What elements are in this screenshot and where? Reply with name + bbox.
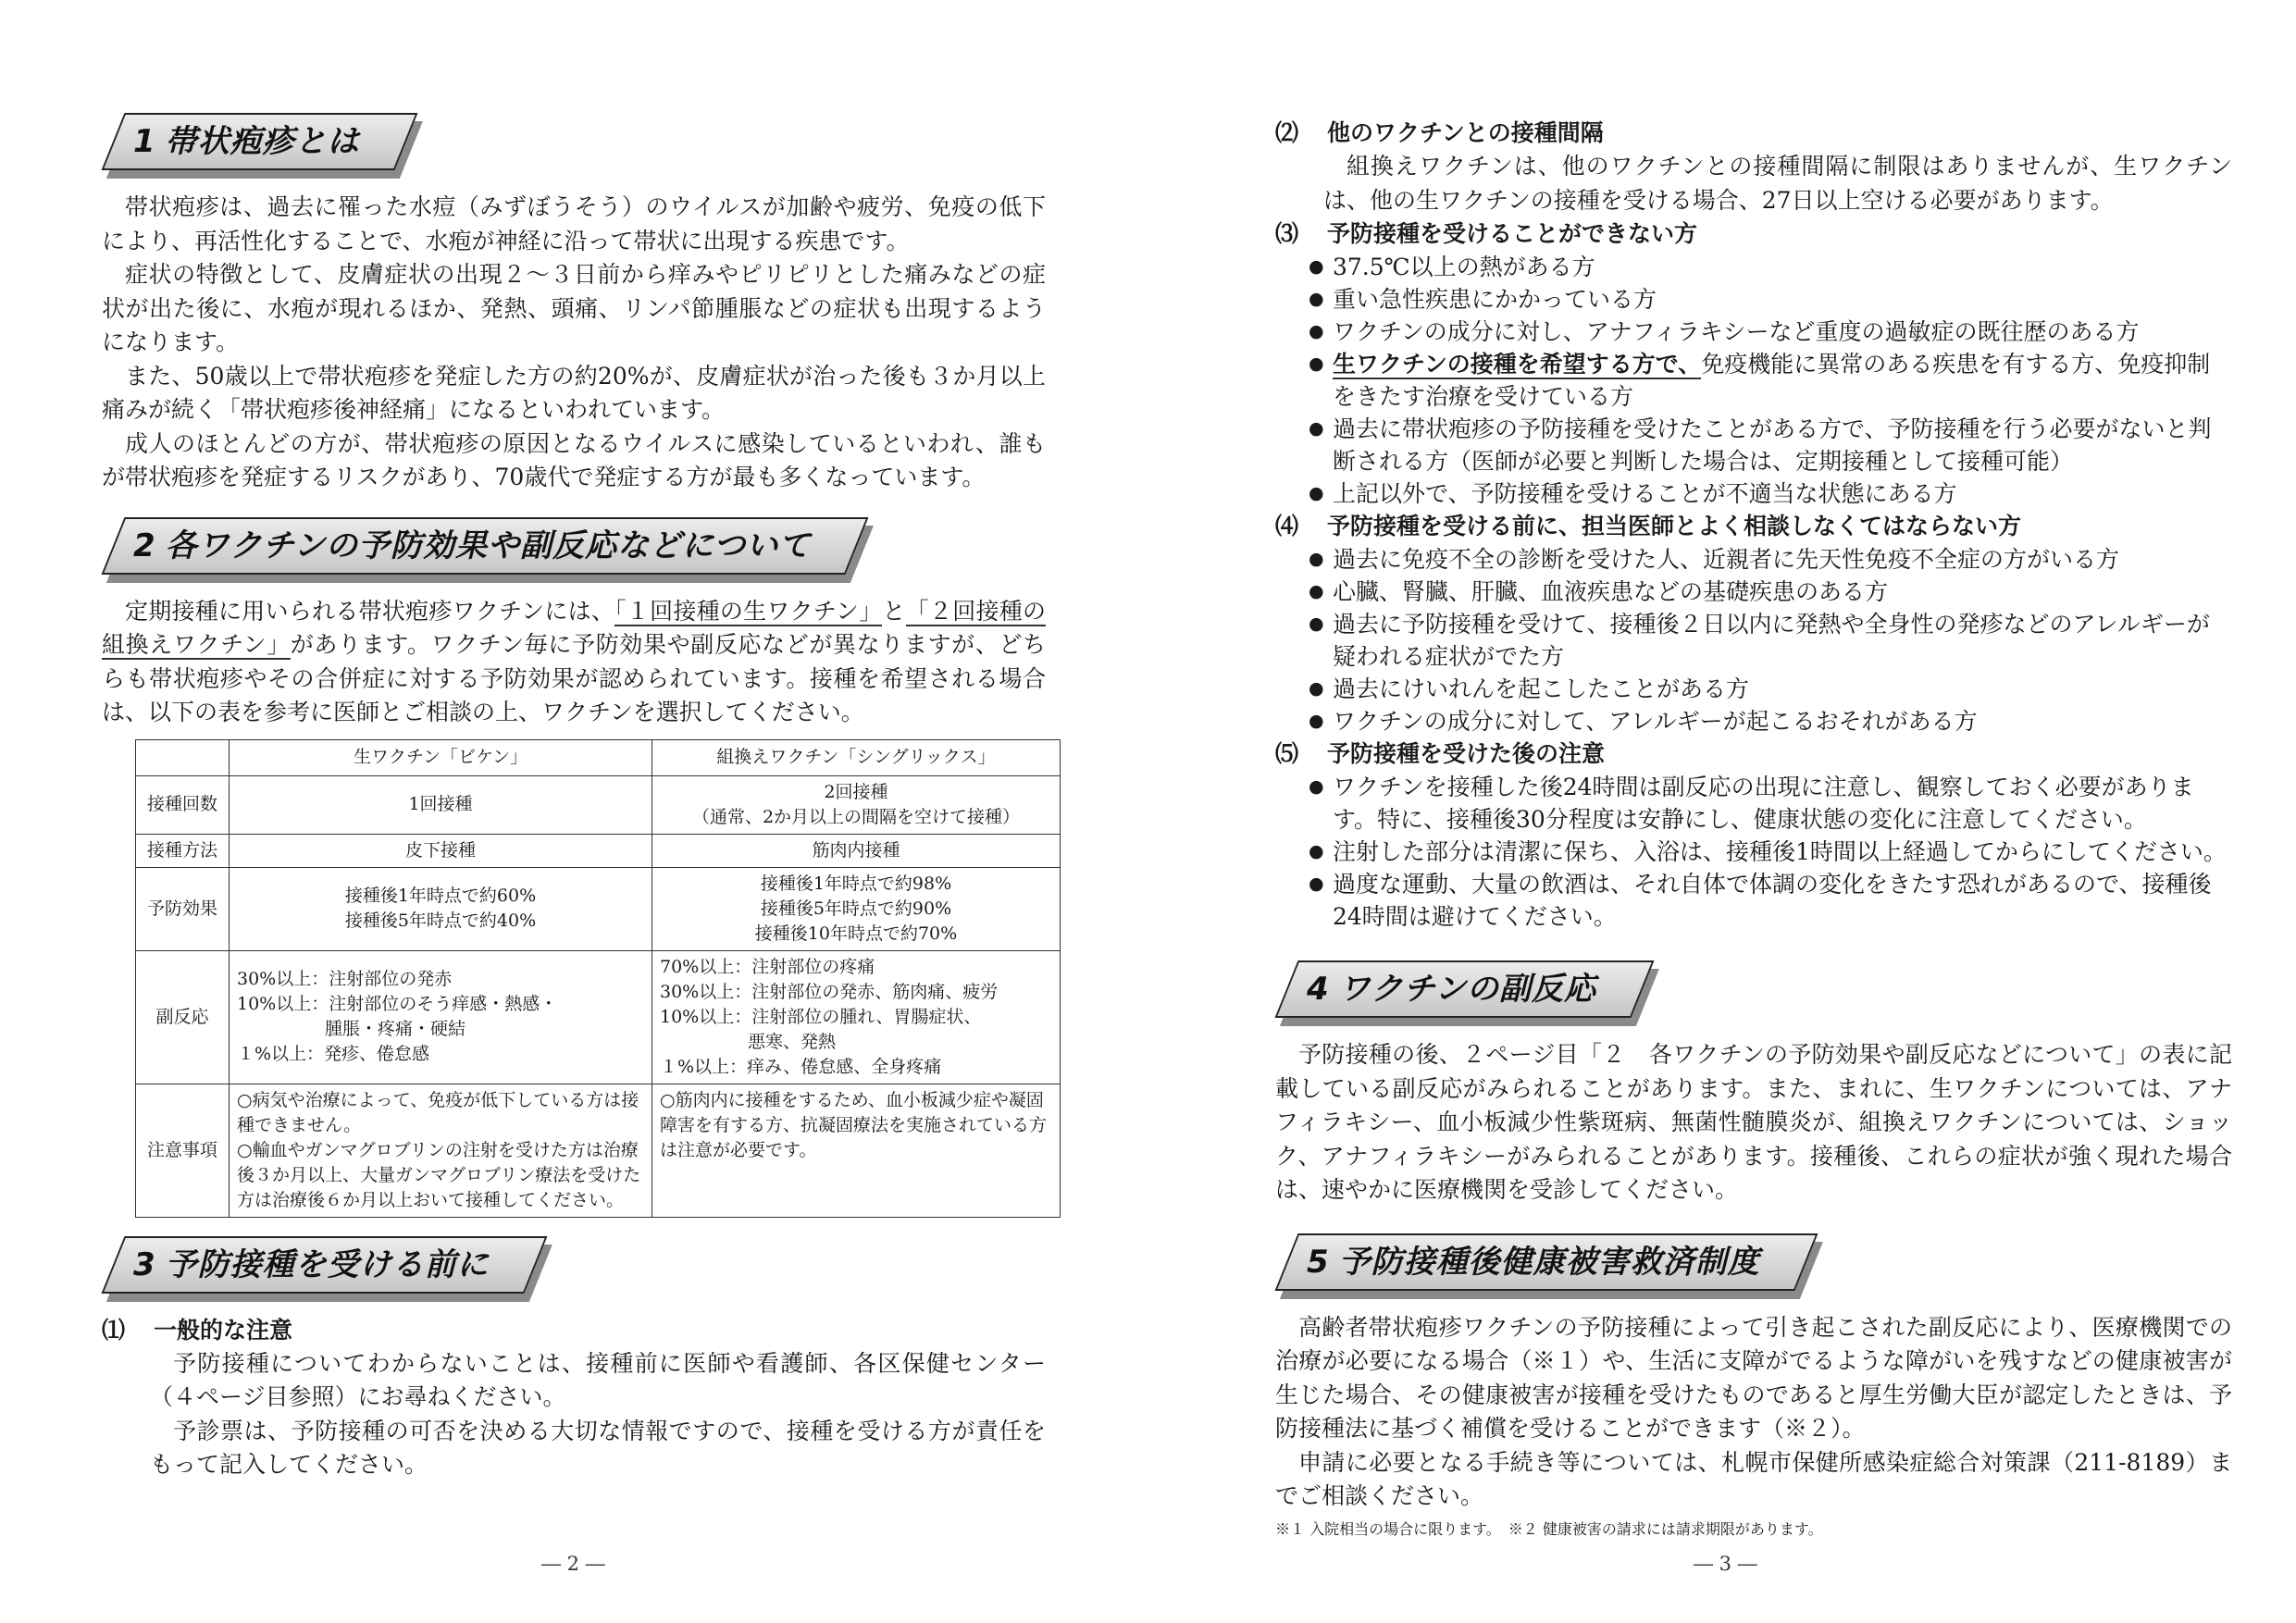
- paragraph: 成人のほとんどの方が、帯状疱疹の原因となるウイルスに感染しているといわれ、誰もが帯状疱疹を発症するリスクがあり、70歳代で発症する方が最も多くなっています。: [102, 429, 1046, 490]
- subsection-heading: [1275, 217, 2232, 251]
- section-3-header: [102, 1236, 1046, 1294]
- table-row: [136, 775, 1061, 834]
- subsection-title: 他のワクチンとの接種間隔: [1327, 119, 1604, 146]
- page-3: [1148, 0, 2296, 1623]
- list-item: ● 過去に帯状疱疹の予防接種を受けたことがある方で、予防接種を行う必要がないと判断される方（医師が必要と判断した場合は、定期接種として接種可能）: [1309, 413, 2232, 477]
- list-item: ● 過度な運動、大量の飲酒は、それ自体で体調の変化をきたす恐れがあるので、接種後24時間は避けてください。: [1309, 868, 2232, 933]
- section-number: 4: [1307, 971, 1330, 1008]
- text: 免疫機能に異常のある疾患を有する方、免疫抑制をきたす治療を受けている方: [1333, 351, 2211, 410]
- paragraph: [102, 595, 1046, 730]
- section-number: 3: [133, 1245, 156, 1283]
- table-cell: 皮下接種: [230, 834, 652, 867]
- section-number: 5: [1307, 1243, 1330, 1281]
- subsection-title: 予防接種を受けた後の注意: [1327, 740, 1606, 767]
- section-title: 各ワクチンの予防効果や副反応などについて: [165, 527, 812, 564]
- subsection-number: ⑶: [1275, 220, 1299, 247]
- table-cell: 2回接種 （通常、2か月以上の間隔を空けて接種）: [652, 775, 1061, 834]
- row-label: 予防効果: [136, 867, 230, 950]
- section-number: 2: [133, 527, 156, 564]
- subsection-title: 予防接種を受けることができない方: [1327, 220, 1698, 247]
- bullet-list: [1275, 771, 2232, 933]
- table-row: [136, 867, 1061, 950]
- table-row: [136, 1084, 1061, 1217]
- list-item: ● ワクチンの成分に対し、アナフィラキシーなど重度の過敏症の既往歴のある方: [1309, 316, 2232, 348]
- list-item: ● 注射した部分は清潔に保ち、入浴は、接種後1時間以上経過してからにしてください。: [1309, 836, 2232, 868]
- section-1-header: [102, 113, 1046, 170]
- text: と: [882, 597, 906, 625]
- subsection-number: ⑴: [102, 1316, 126, 1344]
- footnote: ※１ 入院相当の場合に限ります。 ※２ 健康被害の請求には請求期限があります。: [1275, 1519, 1823, 1538]
- subsection-number: ⑵: [1275, 119, 1299, 146]
- section-number: 1: [133, 123, 156, 160]
- subsection-heading: [1275, 737, 2232, 771]
- paragraph: 申請に必要となる手続き等については、札幌市保健所感染症総合対策課（211-8189）までご相談ください。: [1275, 1448, 2232, 1509]
- paragraph: 組換えワクチンは、他のワクチンとの接種間隔に制限はありませんが、生ワクチンは、他の生ワクチンの接種を受ける場合、27日以上空ける必要があります。: [1323, 153, 2232, 214]
- list-item: ● 過去にけいれんを起こしたことがある方: [1309, 673, 2232, 705]
- row-label: 接種方法: [136, 834, 230, 867]
- subsection-heading: [1275, 117, 2232, 150]
- section-title: 予防接種を受ける前に: [165, 1245, 490, 1283]
- subsection-title: 予防接種を受ける前に、担当医師とよく相談しなくてはならない方: [1327, 513, 2022, 539]
- subsection-number: ⑸: [1275, 740, 1299, 767]
- underlined-text: 「１回接種の生ワクチン」: [614, 597, 883, 625]
- paragraph: 予防接種の後、２ページ目「２ 各ワクチンの予防効果や副反応などについて」の表に記載している副反応がみられることがあります。また、まれに、生ワクチンについては、アナフィラキシー、血小板減少性紫斑病、無菌性髄膜炎が、組換えワクチンについては、ショック、アナフィラキシーがみられることがあります。接種後、これらの症状が強く現れた場合は、速やかに医療機関を受診してください。: [1275, 1041, 2232, 1203]
- paragraph: また、50歳以上で帯状疱疹を発症した方の約20%が、皮膚症状が治った後も３か月以上痛みが続く「帯状疱疹後神経痛」になるといわれています。: [102, 362, 1046, 423]
- table-cell: 筋肉内接種: [652, 834, 1061, 867]
- section-title: ワクチンの副反応: [1338, 971, 1596, 1008]
- list-item: ● ワクチンを接種した後24時間は副反応の出現に注意し、観察しておく必要があります。特に、接種後30分程度は安静にし、健康状態の変化に注意してください。: [1309, 771, 2232, 836]
- column-header: 組換えワクチン「シングリックス」: [652, 739, 1061, 775]
- column-header: 生ワクチン「ビケン」: [230, 739, 652, 775]
- list-item: ● 過去に免疫不全の診断を受けた人、近親者に先天性免疫不全症の方がいる方: [1309, 543, 2232, 576]
- table-corner: [136, 739, 230, 775]
- paragraph: 高齢者帯状疱疹ワクチンの予防接種によって引き起こされた副反応により、医療機関での治療が必要になる場合（※１）や、生活に支障がでるような障がいを残すなどの健康被害が生じた場合、その健康被害が接種を受けたものであると厚生労働大臣が認定したときは、予防接種法に基づく補償を受けることができます（※２）。: [1275, 1313, 2232, 1442]
- row-label: 注意事項: [136, 1084, 230, 1217]
- row-label: 副反応: [136, 950, 230, 1084]
- list-item: ● 37.5℃以上の熱がある方: [1309, 251, 2232, 283]
- list-item: [1309, 348, 2232, 413]
- list-item: ● 心臓、腎臓、肝臓、血液疾患などの基礎疾患のある方: [1309, 576, 2232, 608]
- list-item: ● 過去に予防接種を受けて、接種後２日以内に発熱や全身性の発疹などのアレルギーが疑われる症状がでた方: [1309, 608, 2232, 673]
- list-item: ● 上記以外で、予防接種を受けることが不適当な状態にある方: [1309, 477, 2232, 510]
- table-cell: 接種後1年時点で約60% 接種後5年時点で約40%: [230, 867, 652, 950]
- underlined-text: 「２回接種の組換えワクチン」: [102, 597, 1046, 658]
- subsection-heading: [102, 1314, 1046, 1347]
- vaccine-comparison-table: [135, 739, 1061, 1218]
- section-4-header: [1275, 960, 2232, 1018]
- subsection-number: ⑷: [1275, 513, 1299, 539]
- table-cell: ○筋肉内に接種をするため、血小板減少症や凝固障害を有する方、抗凝固療法を実施されている方は注意が必要です。: [652, 1084, 1061, 1217]
- paragraph: 予診票は、予防接種の可否を決める大切な情報ですので、接種を受ける方が責任をもって記入してください。: [150, 1417, 1046, 1478]
- section-2-header: [102, 517, 1046, 575]
- table-row: [136, 950, 1061, 1084]
- table-row: [136, 739, 1061, 775]
- emphasis-text: 生ワクチンの接種を希望する方で、: [1333, 351, 1702, 378]
- subsection-heading: [1275, 510, 2232, 543]
- list-item: ● ワクチンの成分に対して、アレルギーが起こるおそれがある方: [1309, 705, 2232, 737]
- section-5-header: [1275, 1233, 2232, 1291]
- paragraph: 症状の特徴として、皮膚症状の出現２～３日前から痒みやピリピリとした痛みなどの症状が出た後に、水疱が現れるほか、発熱、頭痛、リンパ節腫脹などの症状も出現するようになります。: [102, 261, 1046, 355]
- subsection-title: 一般的な注意: [154, 1316, 293, 1344]
- list-item: ● 重い急性疾患にかかっている方: [1309, 283, 2232, 316]
- page-number: ― 2 ―: [541, 1553, 605, 1575]
- row-label: 接種回数: [136, 775, 230, 834]
- text: 定期接種に用いられる帯状疱疹ワクチンには、: [125, 597, 615, 625]
- paragraph: 予防接種についてわからないことは、接種前に医師や看護師、各区保健センター（４ページ目参照）にお尋ねください。: [150, 1349, 1046, 1410]
- table-cell: 1回接種: [230, 775, 652, 834]
- text: があります。ワクチン毎に予防効果や副反応などが異なりますが、どちらも帯状疱疹やその合併症に対する予防効果が認められています。接種を希望される場合は、以下の表を参考に医師とご相談の上、ワクチンを選択してください。: [102, 631, 1046, 725]
- table-cell: 30%以上：注射部位の発赤 10%以上：注射部位のそう痒感・熱感・ 腫脹・疼痛・硬結 １%以上：発疹、倦怠感: [230, 950, 652, 1084]
- section-title: 帯状疱疹とは: [165, 123, 360, 160]
- paragraph: 帯状疱疹は、過去に罹った水痘（みずぼうそう）のウイルスが加齢や疲労、免疫の低下により、再活性化することで、水疱が神経に沿って帯状に出現する疾患です。: [102, 193, 1046, 254]
- table-cell: 接種後1年時点で約98% 接種後5年時点で約90% 接種後10年時点で約70%: [652, 867, 1061, 950]
- table-row: [136, 834, 1061, 867]
- page-number: ― 3 ―: [1694, 1553, 1757, 1575]
- table-cell: 70%以上：注射部位の疼痛 30%以上：注射部位の発赤、筋肉痛、疲労 10%以上：注射部位の腫れ、胃腸症状、 悪寒、発熱 １%以上：痒み、倦怠感、全身疼痛: [652, 950, 1061, 1084]
- bullet-list: [1275, 543, 2232, 737]
- section-title: 予防接種後健康被害救済制度: [1338, 1243, 1760, 1281]
- bullet-list: [1275, 251, 2232, 510]
- table-cell: ○病気や治療によって、免疫が低下している方は接種できません。 ○輸血やガンマグロブリンの注射を受けた方は治療後３か月以上、大量ガンマグロブリン療法を受けた方は治療後６か月以上おいて接種してください。: [230, 1084, 652, 1217]
